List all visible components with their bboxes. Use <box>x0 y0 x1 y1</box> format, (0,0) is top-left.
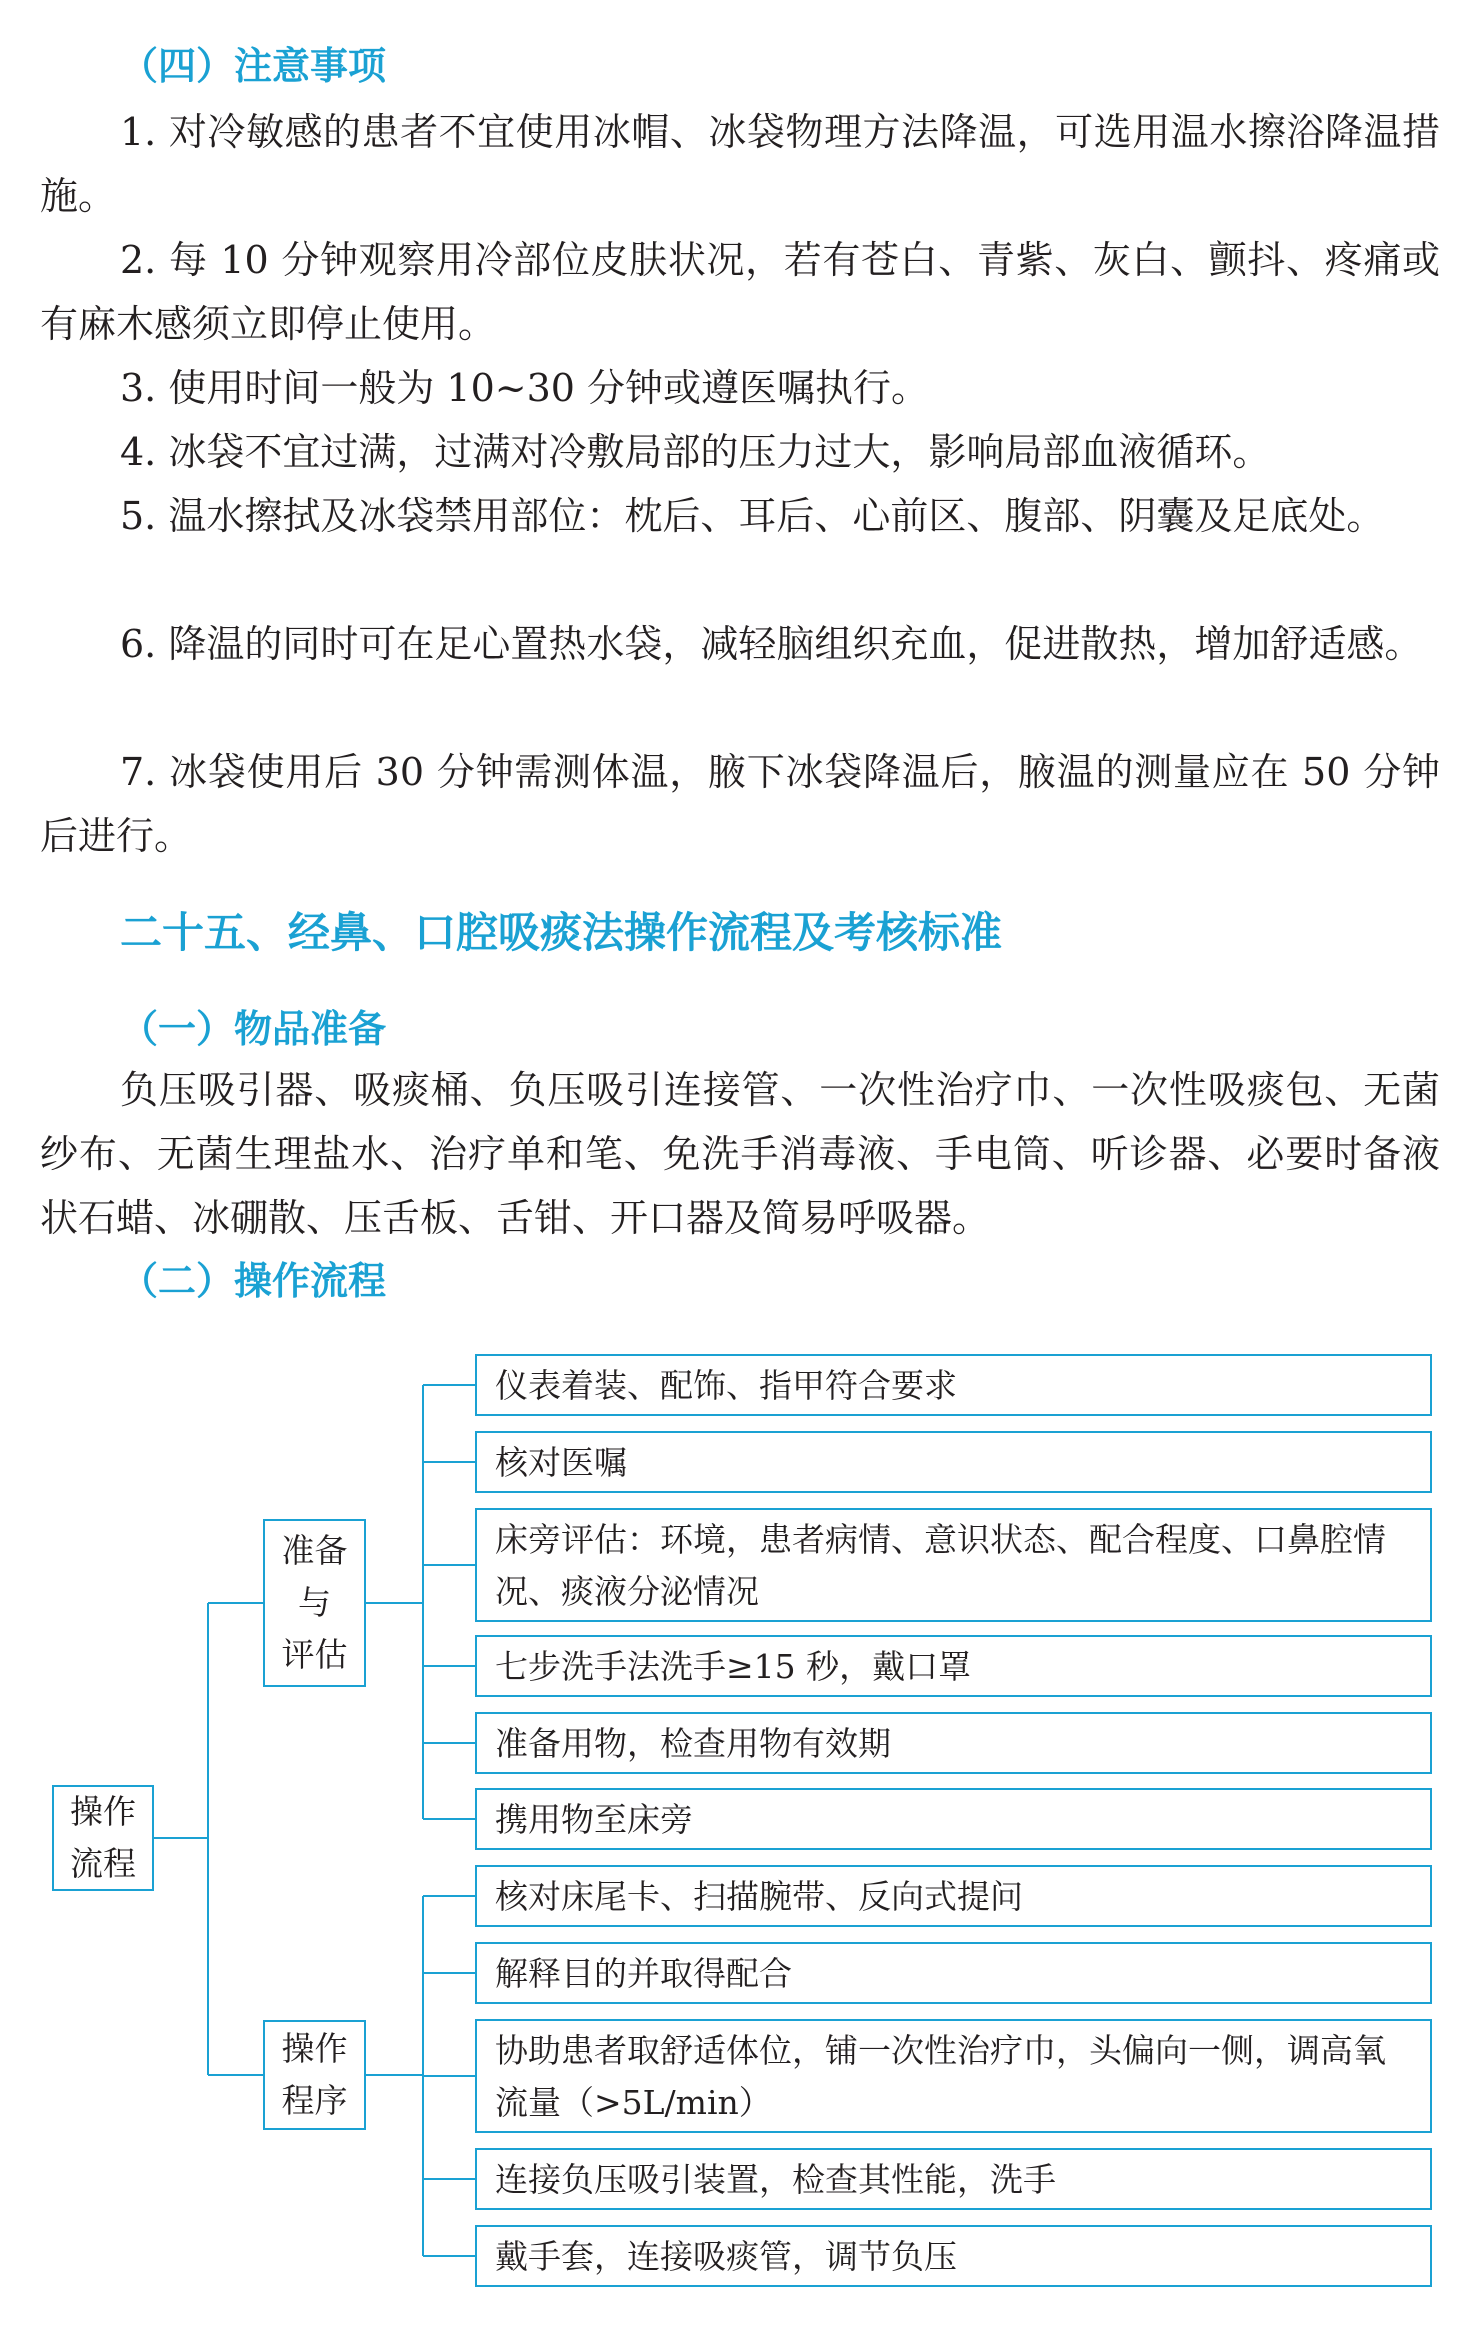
note-item-5: 5. 温水擦拭及冰袋禁用部位：枕后、耳后、心前区、腹部、阴囊及足底处。 <box>120 494 1385 538</box>
flow-op-step-4: 连接负压吸引装置，检查其性能，洗手 <box>475 2148 1432 2210</box>
supplies-heading: （一）物品准备 <box>120 1007 387 1051</box>
flow-op-step-3: 协助患者取舒适体位，铺一次性治疗巾，头偏向一侧，调高氧流量（>5L/min） <box>475 2019 1432 2133</box>
notes-heading: （四）注意事项 <box>120 44 387 88</box>
flow-op-group-box <box>263 2020 366 2130</box>
supplies-text: 负压吸引器、吸痰桶、负压吸引连接管、一次性治疗巾、一次性吸痰包、无菌纱布、无菌生理盐水、治疗单和笔、免洗手消毒液、手电筒、听诊器、必要时备液状石蜡、冰硼散、压舌板、舌钳、开口器及简易呼吸器。 <box>40 1068 1440 1240</box>
note-item-7: 7. 冰袋使用后 30 分钟需测体温，腋下冰袋降温后，腋温的测量应在 50 分钟后进行。 <box>40 750 1440 858</box>
flow-prep-step-2: 核对医嘱 <box>475 1431 1432 1493</box>
note-item-1: 1. 对冷敏感的患者不宜使用冰帽、冰袋物理方法降温，可选用温水擦浴降温措施。 <box>40 110 1440 218</box>
flow-prep-group-line-1: 准备 <box>281 1531 348 1570</box>
flow-prep-step-6: 携用物至床旁 <box>475 1788 1432 1850</box>
section-title: 二十五、经鼻、口腔吸痰法操作流程及考核标准 <box>120 908 1003 957</box>
flow-op-step-1: 核对床尾卡、扫描腕带、反向式提问 <box>475 1865 1432 1927</box>
flow-root-box <box>52 1785 154 1891</box>
note-item-2: 2. 每 10 分钟观察用冷部位皮肤状况，若有苍白、青紫、灰白、颤抖、疼痛或有麻木感须立即停止使用。 <box>40 238 1440 346</box>
flow-prep-step-3: 床旁评估：环境，患者病情、意识状态、配合程度、口鼻腔情况、痰液分泌情况 <box>475 1508 1432 1622</box>
note-item-6: 6. 降温的同时可在足心置热水袋，减轻脑组织充血，促进散热，增加舒适感。 <box>120 622 1423 666</box>
flow-prep-step-5: 准备用物，检查用物有效期 <box>475 1712 1432 1774</box>
flow-prep-group-line-3: 评估 <box>281 1635 348 1674</box>
flow-op-group-line-2: 程序 <box>281 2081 348 2120</box>
flow-op-step-2: 解释目的并取得配合 <box>475 1942 1432 2004</box>
flow-prep-group-box <box>263 1519 366 1687</box>
note-item-3: 3. 使用时间一般为 10~30 分钟或遵医嘱执行。 <box>120 366 930 410</box>
note-item-4: 4. 冰袋不宜过满，过满对冷敷局部的压力过大，影响局部血液循环。 <box>120 430 1271 474</box>
flow-op-step-5: 戴手套，连接吸痰管，调节负压 <box>475 2225 1432 2287</box>
procedure-heading: （二）操作流程 <box>120 1259 387 1303</box>
flow-op-group-line-1: 操作 <box>281 2029 348 2068</box>
flow-prep-step-4: 七步洗手法洗手≥15 秒，戴口罩 <box>475 1635 1432 1697</box>
flow-root-line-1: 操作 <box>70 1792 136 1831</box>
flow-prep-group-line-2: 与 <box>298 1583 331 1622</box>
flow-prep-step-1: 仪表着装、配饰、指甲符合要求 <box>475 1354 1432 1416</box>
flow-root-line-2: 流程 <box>70 1844 136 1883</box>
